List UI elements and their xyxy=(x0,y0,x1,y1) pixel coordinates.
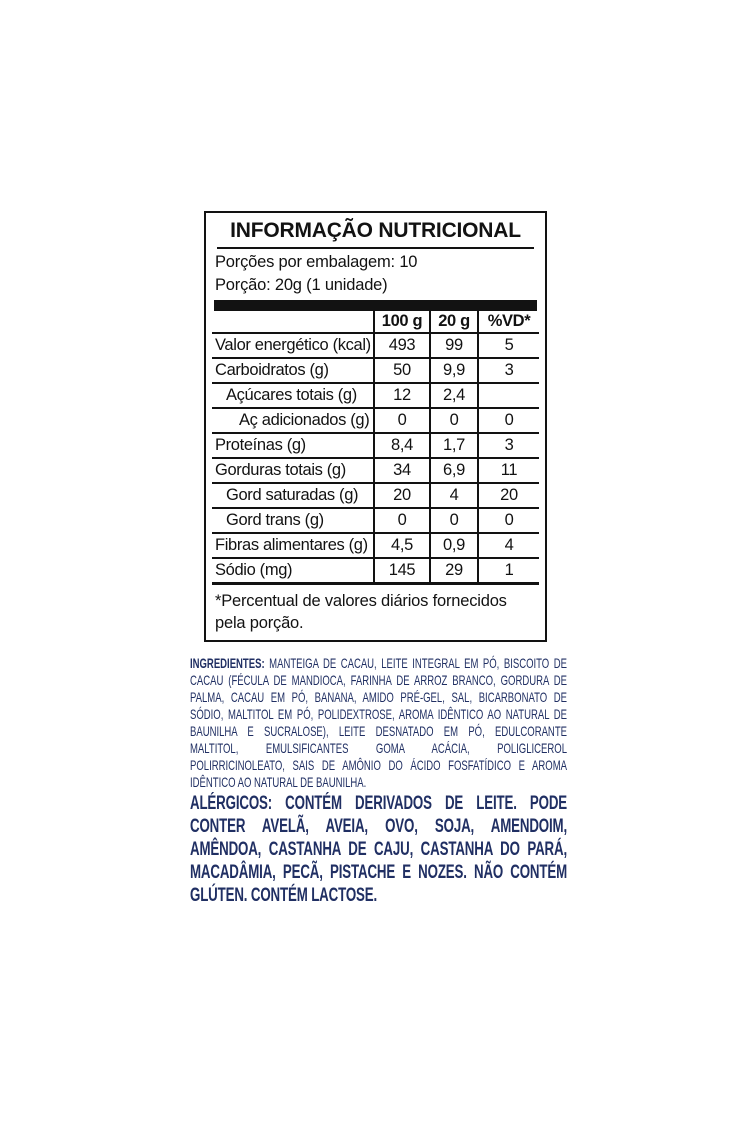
row-value xyxy=(477,384,539,407)
column-header: 20 g xyxy=(429,311,477,332)
row-label: Aç adicionados (g) xyxy=(239,411,370,429)
table-row xyxy=(212,407,539,432)
table-row xyxy=(212,482,539,507)
daily-value-footnote: *Percentual de valores diários fornecidos pela porção. xyxy=(215,592,507,632)
text-line: CONTER AVELÃ, AVEIA, OVO, SOJA, AMENDOIM, xyxy=(190,816,568,837)
row-value: 0 xyxy=(429,409,477,432)
row-label: Gorduras totais (g) xyxy=(215,461,346,479)
row-label: Gord trans (g) xyxy=(226,511,324,529)
nutrition-title: INFORMAÇÃO NUTRICIONAL xyxy=(230,219,521,242)
table-row xyxy=(212,557,539,582)
row-value: 5 xyxy=(477,334,539,357)
text-line: MALTITOL, EMULSIFICANTES GOMA ACÁCIA, POLIGLICEROL xyxy=(190,740,567,756)
row-value: 50 xyxy=(373,359,429,382)
row-value: 3 xyxy=(477,434,539,457)
row-value: 12 xyxy=(373,384,429,407)
text-line: BAUNILHA E SUCRALOSE), LEITE DESNATADO EM PÓ, EDULCORANTE xyxy=(190,723,567,739)
row-value: 1 xyxy=(477,559,539,582)
row-value: 11 xyxy=(477,459,539,482)
row-value: 0 xyxy=(477,409,539,432)
portion-size: Porção: 20g (1 unidade) xyxy=(215,276,388,294)
text-line: ALÉRGICOS: CONTÉM DERIVADOS DE LEITE. PODE xyxy=(190,793,568,814)
text-line: CACAU (FÉCULA DE MANDIOCA, FARINHA DE ARROZ BRANCO, GORDURA DE xyxy=(190,672,567,688)
table-row xyxy=(212,432,539,457)
title-divider xyxy=(217,247,534,249)
row-value: 34 xyxy=(373,459,429,482)
text-line: GLÚTEN. CONTÉM LACTOSE. xyxy=(190,885,378,906)
table-header-row xyxy=(212,311,539,332)
row-label: Sódio (mg) xyxy=(215,561,293,579)
row-value: 6,9 xyxy=(429,459,477,482)
thick-separator-bar xyxy=(214,300,537,311)
row-value: 0 xyxy=(373,409,429,432)
table-row xyxy=(212,457,539,482)
row-value: 20 xyxy=(477,484,539,507)
table-row xyxy=(212,507,539,532)
row-value: 29 xyxy=(429,559,477,582)
nutrition-table xyxy=(212,311,539,582)
row-value: 4,5 xyxy=(373,534,429,557)
row-value: 99 xyxy=(429,334,477,357)
row-value: 0 xyxy=(477,509,539,532)
row-label: Gord saturadas (g) xyxy=(226,486,359,504)
row-value: 4 xyxy=(429,484,477,507)
table-row xyxy=(212,357,539,382)
column-header: 100 g xyxy=(373,311,429,332)
row-value: 0 xyxy=(429,509,477,532)
header-spacer-cell xyxy=(212,311,373,332)
allergens-paragraph xyxy=(190,792,567,907)
row-value: 0,9 xyxy=(429,534,477,557)
table-row xyxy=(212,332,539,357)
row-label: Açúcares totais (g) xyxy=(226,386,357,404)
row-value: 0 xyxy=(373,509,429,532)
row-value: 1,7 xyxy=(429,434,477,457)
ingredients-paragraph xyxy=(190,655,567,791)
servings-per-package: Porções por embalagem: 10 xyxy=(215,253,418,271)
text-line: PALMA, CACAU EM PÓ, BANANA, AMIDO PRÉ-GEL, SAL, BICARBONATO DE xyxy=(190,689,567,705)
row-label: Fibras alimentares (g) xyxy=(215,536,368,554)
table-row xyxy=(212,382,539,407)
ingredients-heading: INGREDIENTES: xyxy=(190,655,270,671)
text-line: INGREDIENTES: MANTEIGA DE CACAU, LEITE INTEGRAL EM PÓ, BISCOITO DE xyxy=(190,655,567,671)
text-line: POLIRRICINOLEATO, SAIS DE AMÔNIO DO ÁCIDO FOSFATÍDICO E AROMA xyxy=(190,757,567,773)
row-value: 8,4 xyxy=(373,434,429,457)
row-label: Carboidratos (g) xyxy=(215,361,329,379)
row-label: Valor energético (kcal) xyxy=(215,336,371,354)
row-label: Proteínas (g) xyxy=(215,436,306,454)
nutrition-facts-panel xyxy=(204,211,547,642)
ingredients-section xyxy=(190,655,567,791)
row-value: 145 xyxy=(373,559,429,582)
text-line: MACADÂMIA, PECÃ, PISTACHE E NOZES. NÃO CONTÉM xyxy=(190,862,568,883)
row-value: 4 xyxy=(477,534,539,557)
table-row xyxy=(212,532,539,557)
row-value: 2,4 xyxy=(429,384,477,407)
text-line: AMÊNDOA, CASTANHA DE CAJU, CASTANHA DO PARÁ, xyxy=(190,839,568,860)
column-header: %VD* xyxy=(477,311,539,332)
text-line: SÓDIO, MALTITOL EM PÓ, POLIDEXTROSE, AROMA IDÊNTICO AO NATURAL DE xyxy=(190,706,567,722)
row-value: 3 xyxy=(477,359,539,382)
row-value: 493 xyxy=(373,334,429,357)
text-line: IDÊNTICO AO NATURAL DE BAUNILHA. xyxy=(190,774,367,790)
allergens-section xyxy=(190,792,567,907)
row-value: 9,9 xyxy=(429,359,477,382)
row-value: 20 xyxy=(373,484,429,507)
